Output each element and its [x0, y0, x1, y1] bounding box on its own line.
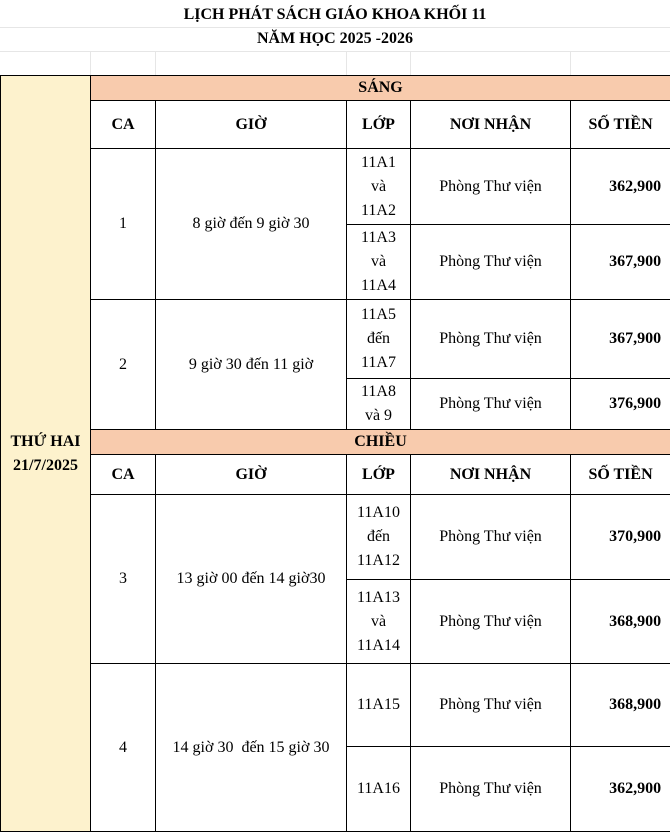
header-so-tien: SỐ TIỀN — [571, 101, 670, 149]
lop-line: đến — [347, 525, 410, 549]
noi-nhan-cell: Phòng Thư viện — [411, 495, 571, 580]
header-so-tien: SỐ TIỀN — [571, 455, 670, 495]
lop-cell — [347, 580, 411, 664]
sheet-gridline — [155, 51, 156, 75]
lop-cell — [347, 300, 411, 379]
gio-cell: 13 giờ 00 đến 14 giờ30 — [156, 495, 347, 664]
sheet-gridline — [346, 51, 347, 75]
noi-nhan-cell: Phòng Thư viện — [411, 225, 571, 300]
lop-line: 11A3 — [347, 226, 410, 250]
ca-cell: 4 — [91, 664, 156, 832]
so-tien-cell: 368,900 — [571, 664, 670, 747]
noi-nhan-cell: Phòng Thư viện — [411, 580, 571, 664]
header-noi-nhan: NƠI NHẬN — [411, 455, 571, 495]
ca-cell: 1 — [91, 149, 156, 300]
gio-cell: 14 giờ 30 đến 15 giờ 30 — [156, 664, 347, 832]
so-tien-cell: 367,900 — [571, 225, 670, 300]
distribution-schedule-table — [0, 75, 670, 832]
day-date: 21/7/2025 — [1, 454, 90, 478]
document-subtitle: NĂM HỌC 2025 -2026 — [0, 27, 670, 51]
table-row — [1, 495, 670, 580]
lop-cell — [347, 149, 411, 225]
lop-line: đến — [347, 327, 410, 351]
lop-line: 11A4 — [347, 274, 410, 298]
header-ca: CA — [91, 101, 156, 149]
sheet-gridline — [0, 27, 670, 28]
gio-cell: 8 giờ đến 9 giờ 30 — [156, 149, 347, 300]
lop-cell — [347, 747, 411, 832]
so-tien-cell: 376,900 — [571, 379, 670, 430]
lop-line: 11A2 — [347, 199, 410, 223]
day-name: THỨ HAI — [1, 430, 90, 454]
header-noi-nhan: NƠI NHẬN — [411, 101, 571, 149]
document-title: LỊCH PHÁT SÁCH GIÁO KHOA KHỐI 11 — [0, 3, 670, 27]
header-gio: GIỜ — [156, 455, 347, 495]
noi-nhan-cell: Phòng Thư viện — [411, 300, 571, 379]
gio-cell: 9 giờ 30 đến 11 giờ — [156, 300, 347, 430]
sheet-gridline — [90, 51, 91, 75]
so-tien-cell: 368,900 — [571, 580, 670, 664]
header-gio: GIỜ — [156, 101, 347, 149]
table-row — [1, 300, 670, 379]
lop-cell — [347, 379, 411, 430]
lop-line: 11A15 — [347, 693, 410, 717]
lop-line: và 9 — [347, 404, 410, 428]
lop-line: và — [347, 175, 410, 199]
session-morning: SÁNG — [91, 76, 670, 101]
lop-line: 11A14 — [347, 634, 410, 658]
day-cell — [1, 76, 91, 832]
noi-nhan-cell: Phòng Thư viện — [411, 149, 571, 225]
header-ca: CA — [91, 455, 156, 495]
sheet-gridline — [410, 51, 411, 75]
ca-cell: 3 — [91, 495, 156, 664]
lop-line: và — [347, 610, 410, 634]
lop-cell — [347, 664, 411, 747]
lop-line: 11A8 — [347, 380, 410, 404]
noi-nhan-cell: Phòng Thư viện — [411, 664, 571, 747]
lop-line: 11A13 — [347, 586, 410, 610]
lop-line: 11A16 — [347, 777, 410, 801]
lop-line: 11A7 — [347, 351, 410, 375]
lop-line: 11A5 — [347, 303, 410, 327]
sheet-gridline — [570, 51, 571, 75]
noi-nhan-cell: Phòng Thư viện — [411, 747, 571, 832]
lop-line: 11A10 — [347, 501, 410, 525]
so-tien-cell: 362,900 — [571, 149, 670, 225]
lop-line: 11A12 — [347, 549, 410, 573]
so-tien-cell: 362,900 — [571, 747, 670, 832]
lop-cell — [347, 225, 411, 300]
lop-line: và — [347, 250, 410, 274]
lop-line: 11A1 — [347, 151, 410, 175]
lop-cell — [347, 495, 411, 580]
so-tien-cell: 367,900 — [571, 300, 670, 379]
header-lop: LỚP — [347, 101, 411, 149]
header-lop: LỚP — [347, 455, 411, 495]
ca-cell: 2 — [91, 300, 156, 430]
noi-nhan-cell: Phòng Thư viện — [411, 379, 571, 430]
session-afternoon: CHIỀU — [91, 430, 670, 455]
table-row — [1, 149, 670, 225]
table-row — [1, 664, 670, 747]
so-tien-cell: 370,900 — [571, 495, 670, 580]
